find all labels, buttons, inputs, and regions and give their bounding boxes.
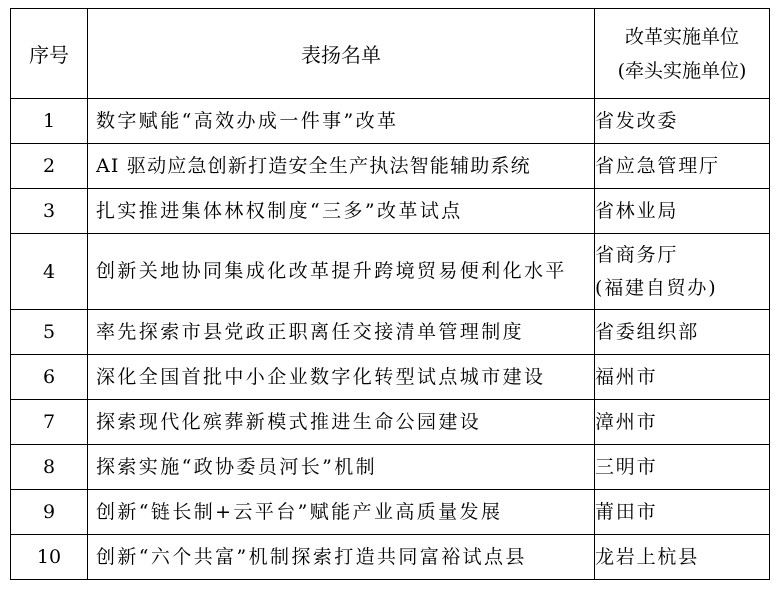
row-unit (595, 400, 770, 445)
row-unit (595, 310, 770, 355)
row-unit-subtext: (福建自贸办) (595, 276, 718, 299)
row-num: 10 (11, 535, 88, 580)
table-row (11, 234, 770, 310)
table-row (11, 189, 770, 234)
header-unit (595, 9, 770, 99)
row-num: 4 (11, 234, 88, 310)
table-row (11, 490, 770, 535)
row-name: AI 驱动应急创新打造安全生产执法智能辅助系统 (88, 144, 595, 189)
header-unit-line2: (牵头实施单位) (617, 59, 747, 82)
table-header-row (11, 9, 770, 99)
row-num: 2 (11, 144, 88, 189)
table-row (11, 310, 770, 355)
table-row (11, 445, 770, 490)
row-unit (595, 144, 770, 189)
row-unit (595, 490, 770, 535)
row-name: 探索实施“政协委员河长”机制 (88, 445, 595, 490)
header-num: 序号 (11, 9, 88, 99)
row-unit-text: 龙岩上杭县 (595, 545, 700, 568)
row-unit-text: 省委组织部 (595, 320, 700, 343)
row-num: 1 (11, 99, 88, 144)
row-unit (595, 535, 770, 580)
row-num: 6 (11, 355, 88, 400)
row-name: 创新“链长制+云平台”赋能产业高质量发展 (88, 490, 595, 535)
table-row (11, 535, 770, 580)
row-num: 9 (11, 490, 88, 535)
row-unit-text: 省应急管理厅 (595, 154, 720, 177)
row-name: 数字赋能“高效办成一件事”改革 (88, 99, 595, 144)
row-unit-text: 省商务厅 (595, 243, 679, 266)
table-row (11, 99, 770, 144)
table-row (11, 400, 770, 445)
row-name: 率先探索市县党政正职离任交接清单管理制度 (88, 310, 595, 355)
header-name: 表扬名单 (88, 9, 595, 99)
row-unit-text: 漳州市 (595, 410, 658, 433)
row-unit (595, 445, 770, 490)
table-row (11, 355, 770, 400)
row-unit-text: 省林业局 (595, 199, 679, 222)
row-num: 8 (11, 445, 88, 490)
row-name: 扎实推进集体林权制度“三多”改革试点 (88, 189, 595, 234)
commendation-table (10, 8, 770, 580)
row-unit-text: 莆田市 (595, 500, 658, 523)
row-name: 创新“六个共富”机制探索打造共同富裕试点县 (88, 535, 595, 580)
table-row (11, 144, 770, 189)
row-unit-text: 三明市 (595, 455, 658, 478)
row-num: 7 (11, 400, 88, 445)
row-unit (595, 355, 770, 400)
row-num: 5 (11, 310, 88, 355)
row-unit (595, 99, 770, 144)
row-num: 3 (11, 189, 88, 234)
row-unit (595, 234, 770, 310)
row-name: 深化全国首批中小企业数字化转型试点城市建设 (88, 355, 595, 400)
row-unit-text: 福州市 (595, 365, 658, 388)
row-unit-text: 省发改委 (595, 109, 679, 132)
header-unit-line1: 改革实施单位 (624, 25, 739, 48)
row-name: 创新关地协同集成化改革提升跨境贸易便利化水平 (88, 234, 595, 310)
row-name: 探索现代化殡葬新模式推进生命公园建设 (88, 400, 595, 445)
row-unit (595, 189, 770, 234)
